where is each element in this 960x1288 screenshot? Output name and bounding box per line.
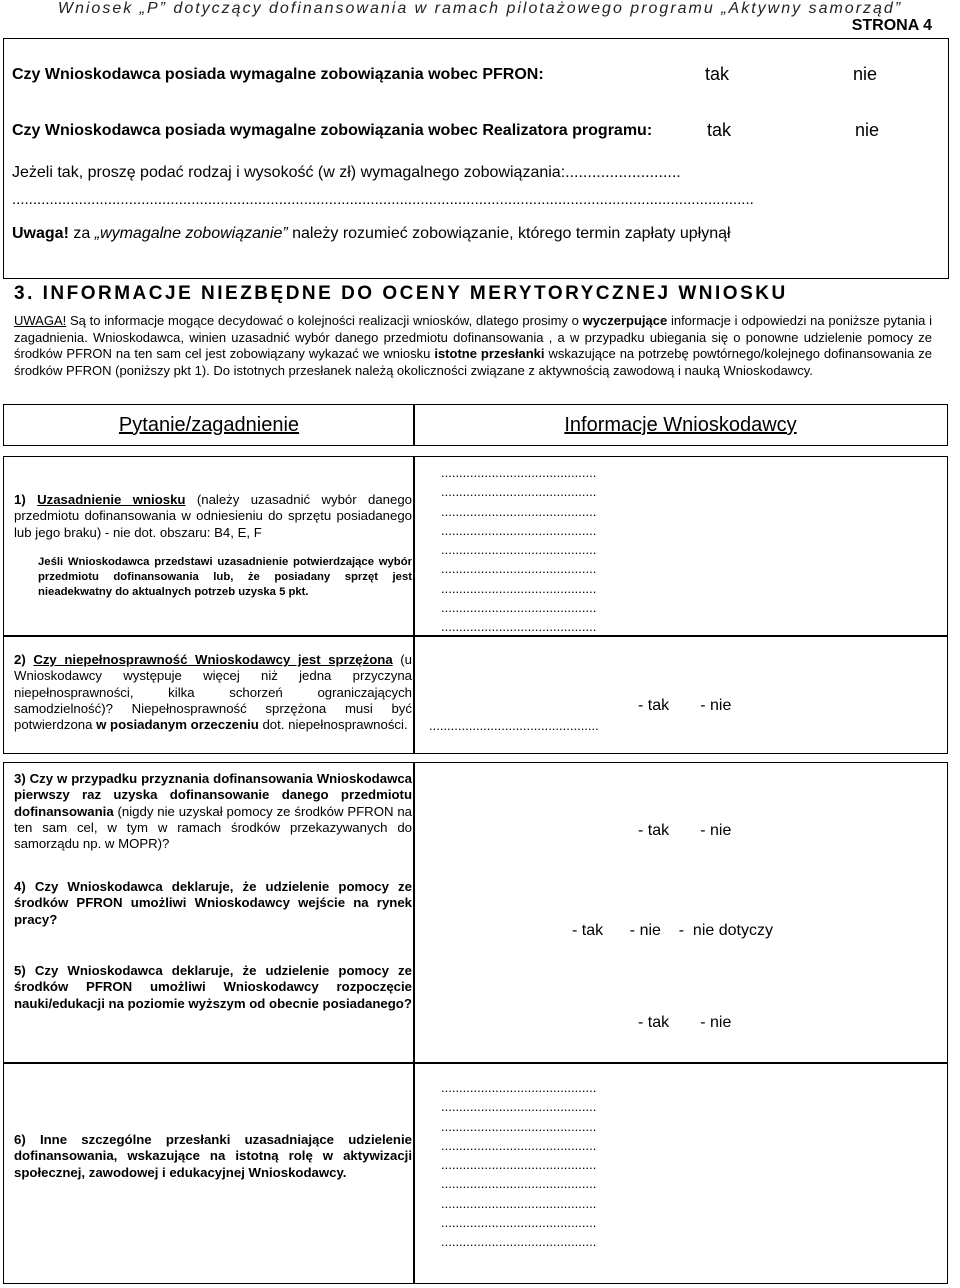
obligation-details-line[interactable]: .................................................................................................................................................................................. (12, 191, 754, 208)
question-1-number: 1) (14, 492, 38, 507)
answer-6-field[interactable]: ........................................... ........................................... ........................................... ........................................... ........................................... ........................................... ........................................... ........................................... ........................................... (441, 1080, 597, 1250)
question-2-text (14, 652, 412, 733)
question-2-bold: w posiadanym orzeczeniu (96, 717, 259, 733)
table-row-2-answer (413, 635, 948, 754)
answer-1-field[interactable]: ........................................... ........................................... ........................................... ........................................... ........................................... ........................................... ........................................... ........................................... ........................................... (441, 465, 597, 635)
question-3-body: (nigdy nie uzyskał pomocy ze środków PFRON na ten sam cel, w tym w ramach środków przekazywanych do samorządu np. w MOPR)? (14, 803, 412, 852)
notice-text-1: Są to informacje mogące decydować o kolejności realizacji wniosków, dlatego prosimy o (66, 313, 583, 328)
answer-5-options[interactable]: - tak - nie (638, 1014, 732, 1031)
obligation-details-field[interactable]: Jeżeli tak, proszę podać rodzaj i wysokość (w zł) wymagalnego zobowiązania:.......................... (12, 164, 681, 181)
question-4-text: 4) Czy Wnioskodawca deklaruje, że udzielenie pomocy ze środków PFRON umożliwi Wnioskodawcy wejście na rynek pracy? (14, 879, 412, 927)
notice-bold-2: istotne przesłanki (434, 346, 545, 361)
document-header: Wniosek „P” dotyczący dofinansowania w ramach pilotażowego programu „Aktywny samorząd” (57, 0, 903, 17)
column-header-question: Pytanie/zagadnienie (118, 414, 300, 436)
question-2-number: 2) (14, 652, 34, 667)
answer-2-options[interactable]: - tak - nie (638, 697, 732, 714)
question-2-end: dot. niepełnosprawności. (258, 717, 408, 733)
section-notice (14, 313, 932, 379)
note-term: „wymagalne zobowiązanie” (94, 225, 288, 242)
realizator-yes-option[interactable]: tak (707, 120, 732, 140)
table-row-1-question (3, 456, 415, 637)
note-pre: za (68, 225, 95, 242)
answer-4-options[interactable]: - tak - nie - nie dotyczy (572, 922, 773, 939)
page-number: STRONA 4 (851, 17, 932, 34)
column-header-answer: Informacje Wnioskodawcy (564, 414, 797, 436)
obligation-note (12, 225, 731, 243)
section-title: 3. INFORMACJE NIEZBĘDNE DO OCENY MERYTORYCZNEJ WNIOSKU (14, 283, 788, 304)
notice-label: UWAGA! (14, 313, 67, 328)
question-1-title: Uzasadnienie wniosku (37, 492, 186, 507)
note-label: Uwaga! (12, 225, 69, 242)
notice-text-2: informacje i odpowiedzi na poniższe pytania i zagadnienia. Wnioskodawca, winien uzasadnić wybór danego przedmiotu dofinansowania , a w przypadku ubiegania się o ponowne udzielenie pomocy ze środków PFRON na ten sam cel jest zobowiązany wykazać we wniosku (14, 313, 932, 361)
question-3-title: Czy w przypadku przyznania dofinansowania Wnioskodawca pierwszy raz uzyska dofinansowanie danego przedmiotu dofinansowania (14, 771, 412, 819)
pfron-yes-option[interactable]: tak (705, 64, 730, 84)
pfron-no-option[interactable]: nie (853, 64, 878, 84)
notice-text-3: wskazujące na potrzebę powtórnego/kolejnego dofinansowania ze środków PFRON (poniższy pkt 1). Do istotnych przesłanek należą okoliczności związane z aktywnością zawodową i nauką Wnioskodawcy. (14, 346, 932, 378)
answer-2-field[interactable]: ............................................... (429, 718, 599, 733)
question-6-text: 6) Inne szczególne przesłanki uzasadniające udzielenie dofinansowania, wskazujące na istotną rolę w aktywizacji społecznej, zawodowej i edukacyjnej Wnioskodawcy. (14, 1132, 412, 1180)
realizator-no-option[interactable]: nie (855, 120, 880, 140)
question-2-body: (u Wnioskodawcy występuje więcej niż jedna przyczyna niepełnosprawności, kilka schorzeń ograniczających samodzielność)? Niepełnosprawność sprzężona musi być potwierdzona (14, 652, 412, 733)
answer-3-options[interactable]: - tak - nie (638, 822, 732, 839)
realizator-obligation-question: Czy Wnioskodawca posiada wymagalne zobowiązania wobec Realizatora programu: (12, 122, 653, 139)
question-3-text (14, 771, 412, 852)
pfron-obligation-question: Czy Wnioskodawca posiada wymagalne zobowiązania wobec PFRON: (12, 66, 544, 83)
question-1-text (14, 492, 412, 541)
question-2-title: Czy niepełnosprawność Wnioskodawcy jest sprzężona (33, 652, 393, 667)
question-3-number: 3) (14, 771, 30, 786)
question-1-scoring-note: Jeśli Wnioskodawca przedstawi uzasadnienie potwierdzające wybór przedmiotu dofinansowania lub, że posiadany sprzęt jest nieadekwatny do aktualnych potrzeb uzyska 5 pkt. (38, 556, 412, 598)
notice-bold-1: wyczerpujące (582, 313, 668, 328)
question-1-body: (należy uzasadnić wybór danego przedmiotu dofinansowania w odniesieniu do sprzętu posiadanego lub jego braku) - nie dot. obszaru: B4, E, F (14, 492, 413, 540)
question-5-text: 5) Czy Wnioskodawca deklaruje, że udzielenie pomocy ze środków PFRON umożliwi Wnioskodawcy rozpoczęcie nauki/edukacji na poziomie wyższym od obecnie posiadanego? (14, 963, 412, 1011)
note-post: należy rozumieć zobowiązanie, którego termin zapłaty upłynął (287, 225, 731, 242)
table-header-answer-cell (413, 404, 948, 446)
table-header-question-cell (3, 404, 415, 446)
